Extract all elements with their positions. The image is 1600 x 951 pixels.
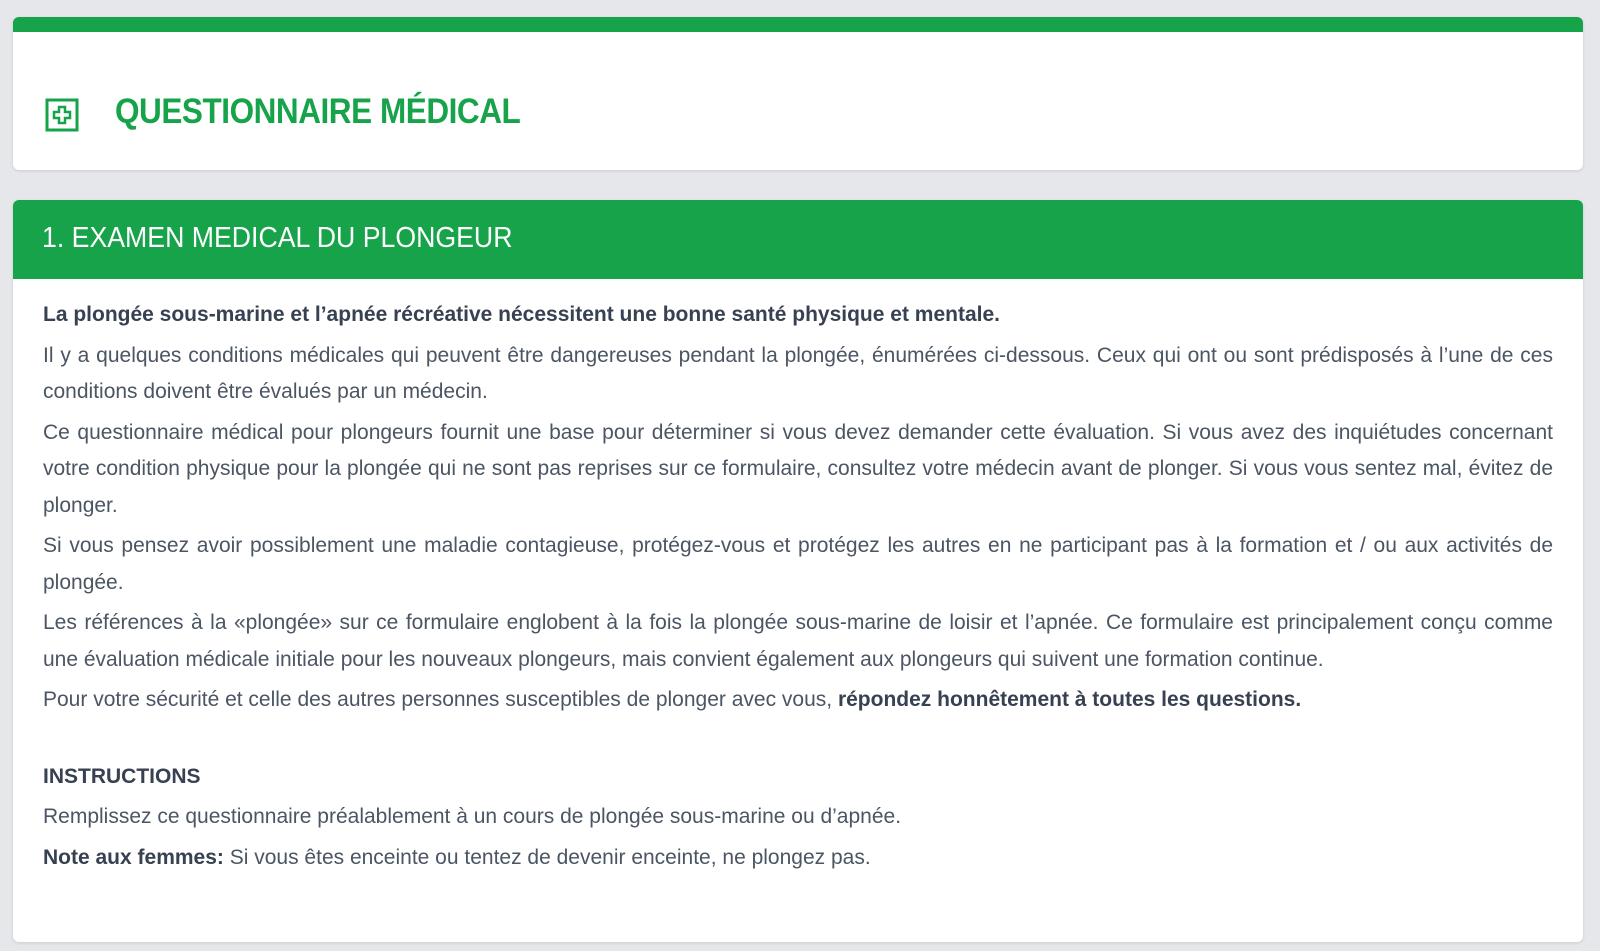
safety-text: Pour votre sécurité et celle des autres personnes susceptibles de plonger avec vous, [43,688,838,711]
medical-cross-icon [45,98,79,132]
instructions-title: INSTRUCTIONS [43,764,201,788]
paragraph: Si vous pensez avoir possiblement une maladie contagieuse, protégez-vous et protégez les autres en ne participant pas à la formation et / ou aux activités de plongée. [43,534,1553,594]
section-body [13,279,1583,876]
page-title: QUESTIONNAIRE MÉDICAL [115,92,521,131]
intro-bold: La plongée sous-marine et l’apnée récréative nécessitent une bonne santé physique et mentale. [43,303,1000,326]
safety-bold: répondez honnêtement à toutes les questions. [837,688,1302,711]
section-medical-exam [13,200,1583,942]
page-header-card [13,17,1583,170]
instructions-text: Remplissez ce questionnaire préalablement à un cours de plongée sous-marine ou d’apnée. [43,805,902,828]
paragraph: Il y a quelques conditions médicales qui peuvent être dangereuses pendant la plongée, énumérées ci-dessous. Ceux qui ont ou sont prédisposés à l’une de ces conditions doivent être évalués par un médecin. [43,343,1553,403]
note-label: Note aux femmes: [43,845,224,869]
paragraph: Les références à la «plongée» sur ce formulaire englobent à la fois la plongée sous-marine de loisir et l’apnée. Ce formulaire est principalement conçu comme une évaluation médicale initiale pour les nouveaux plongeurs, mais convient également aux plongeurs qui suivent une formation continue. [43,611,1553,671]
section-header [13,200,1583,279]
paragraph: Ce questionnaire médical pour plongeurs fournit une base pour déterminer si vous devez demander cette évaluation. Si vous avez des inquiétudes concernant votre condition physique pour la plongée qui ne sont pas reprises sur ce formulaire, consultez votre médecin avant de plonger. Si vous vous sentez mal, évitez de plonger. [43,420,1553,517]
note-text: Si vous êtes enceinte ou tentez de devenir enceinte, ne plongez pas. [223,845,871,869]
section-title: 1. EXAMEN MEDICAL DU PLONGEUR [42,222,513,254]
safety-paragraph [43,682,1553,719]
note-paragraph [43,840,1553,877]
